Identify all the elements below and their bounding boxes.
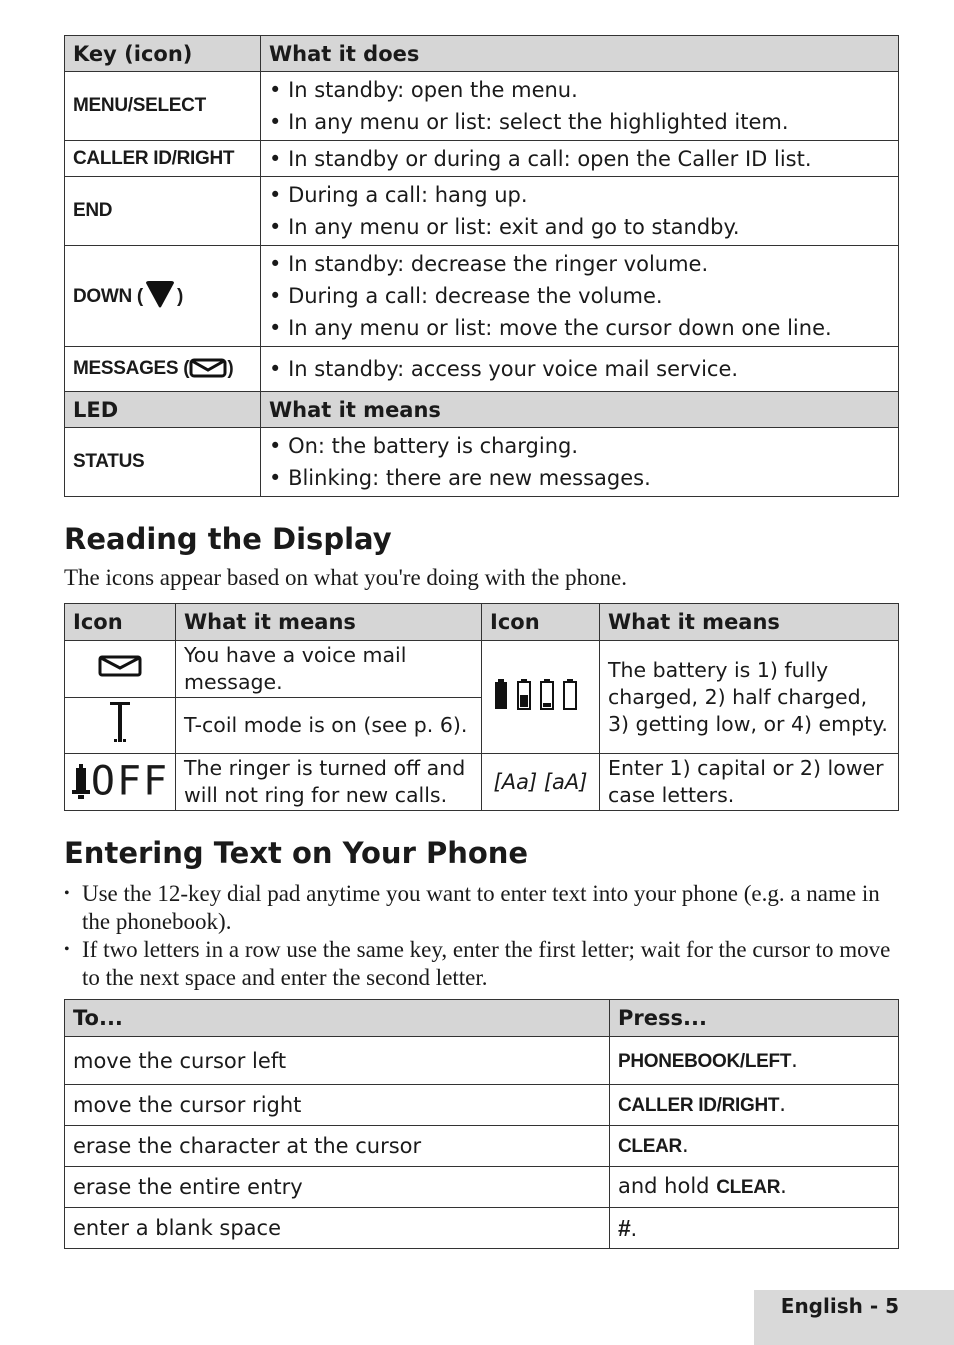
table-row xyxy=(65,1167,899,1208)
text-bullets xyxy=(64,880,904,992)
table-row xyxy=(65,754,899,811)
voicemail-desc: You have a voice mail message. xyxy=(176,641,482,698)
key-desc: • On: the battery is charging. • Blinking: there are new messages. xyxy=(261,428,899,497)
action-text: erase the character at the cursor xyxy=(65,1126,610,1167)
key-menu-select: MENU/SELECT xyxy=(65,72,261,141)
voicemail-icon-cell xyxy=(65,641,176,698)
table-row xyxy=(65,1037,899,1085)
down-triangle-icon xyxy=(145,280,175,308)
list-item: • Use the 12-key dial pad anytime you want to enter text into your phone (e.g. a name in the phonebook). xyxy=(64,880,904,936)
table-row xyxy=(65,141,899,177)
header-key: Key (icon) xyxy=(65,36,261,72)
key-desc: • In standby: decrease the ringer volume. • During a call: decrease the volume. • In any menu or list: move the cursor down one line. xyxy=(261,246,899,347)
header-icon-2: Icon xyxy=(482,604,600,641)
section-title-entering-text: Entering Text on Your Phone xyxy=(64,836,529,870)
text-table-header xyxy=(65,1000,899,1037)
key-desc: • In standby or during a call: open the Caller ID list. xyxy=(261,141,899,177)
page-footer: English - 5 xyxy=(754,1290,954,1345)
led-table-header xyxy=(65,392,899,428)
key-desc: • During a call: hang up. • In any menu or list: exit and go to standby. xyxy=(261,177,899,246)
tcoil-desc: T-coil mode is on (see p. 6). xyxy=(176,698,482,754)
list-item: • If two letters in a row use the same key, enter the first letter; wait for the cursor to move to the next space and enter the second letter. xyxy=(64,936,904,992)
press-cell: CLEAR. xyxy=(610,1126,899,1167)
battery-desc: The battery is 1) fully charged, 2) half charged, 3) getting low, or 4) empty. xyxy=(600,641,899,754)
header-to: To... xyxy=(65,1000,610,1037)
press-cell: #. xyxy=(610,1208,899,1249)
header-means: What it means xyxy=(176,604,482,641)
press-cell: CALLER ID/RIGHT. xyxy=(610,1085,899,1126)
keys-table xyxy=(64,35,899,497)
table-row xyxy=(65,428,899,497)
key-caller-id: CALLER ID/RIGHT xyxy=(65,141,261,177)
envelope-icon xyxy=(98,654,142,678)
t-coil-icon xyxy=(109,701,131,743)
action-text: move the cursor left xyxy=(65,1037,610,1085)
ringer-off-icon-text: OFF xyxy=(90,758,170,805)
display-icons-table xyxy=(64,603,899,811)
key-desc: • In standby: access your voice mail service. xyxy=(261,347,899,392)
display-table-header xyxy=(65,604,899,641)
display-intro: The icons appear based on what you're doing with the phone. xyxy=(64,565,628,590)
keys-table-header xyxy=(65,36,899,72)
header-icon: Icon xyxy=(65,604,176,641)
case-icon-cell: [Aa] [aA] xyxy=(482,754,600,811)
table-row xyxy=(65,641,899,698)
section-title-reading-display: Reading the Display xyxy=(64,522,392,556)
action-text: erase the entire entry xyxy=(65,1167,610,1208)
table-row xyxy=(65,347,899,392)
header-led: LED xyxy=(65,392,261,428)
table-row xyxy=(65,177,899,246)
header-press: Press... xyxy=(610,1000,899,1037)
action-text: enter a blank space xyxy=(65,1208,610,1249)
key-desc: • In standby: open the menu. • In any menu or list: select the highlighted item. xyxy=(261,72,899,141)
case-desc: Enter 1) capital or 2) lower case letters. xyxy=(600,754,899,811)
ringer-off-icon-cell xyxy=(65,754,176,811)
bell-icon xyxy=(71,762,91,802)
key-end: END xyxy=(65,177,261,246)
key-messages: MESSAGES ( ) xyxy=(65,347,261,392)
battery-levels-icon xyxy=(494,677,588,711)
ringer-off-desc: The ringer is turned off and will not ring for new calls. xyxy=(176,754,482,811)
tcoil-icon-cell xyxy=(65,698,176,754)
press-cell: PHONEBOOK/LEFT. xyxy=(610,1037,899,1085)
header-what-it-means: What it means xyxy=(261,392,899,428)
envelope-icon xyxy=(189,357,227,379)
header-means-2: What it means xyxy=(600,604,899,641)
action-text: move the cursor right xyxy=(65,1085,610,1126)
table-row xyxy=(65,246,899,347)
table-row xyxy=(65,1126,899,1167)
table-row xyxy=(65,1085,899,1126)
header-what-it-does: What it does xyxy=(261,36,899,72)
key-down: DOWN ( ) xyxy=(65,246,261,347)
table-row xyxy=(65,72,899,141)
table-row xyxy=(65,1208,899,1249)
press-cell: and hold CLEAR. xyxy=(610,1167,899,1208)
battery-icon-cell xyxy=(482,641,600,754)
key-status: STATUS xyxy=(65,428,261,497)
text-entry-table xyxy=(64,999,899,1249)
